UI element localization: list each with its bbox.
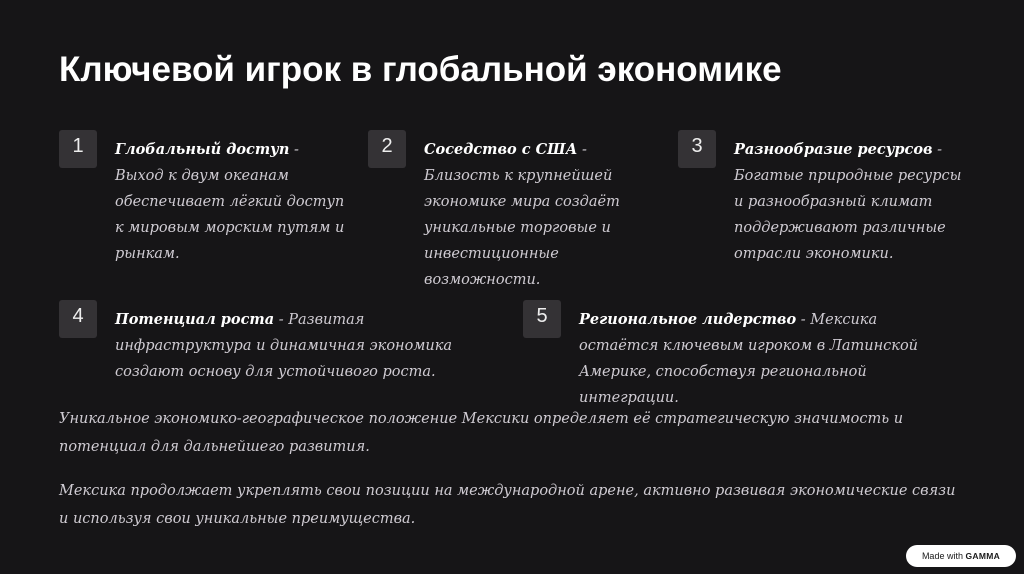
item-body: Близость к крупнейшей экономике мира создаёт уникальные торговые и инвестиционные возможности.: [424, 168, 620, 288]
item-text: [579, 307, 959, 411]
item-heading: Потенциал роста: [115, 311, 275, 328]
item-separator: -: [577, 142, 587, 158]
item-text: [734, 137, 972, 267]
number-badge: 4: [59, 300, 97, 338]
item-body: Богатые природные ресурсы и разнообразный климат поддерживают различные отрасли экономики.: [734, 168, 962, 262]
gamma-logo: GAMMA: [965, 551, 1001, 561]
item-text: [424, 137, 660, 293]
item-heading: Разнообразие ресурсов: [734, 141, 933, 158]
item-heading: Соседство с США: [424, 141, 578, 158]
item-heading: Региональное лидерство: [579, 311, 797, 328]
list-item-growth-potential: [59, 300, 499, 390]
item-body: Выход к двум океанам обеспечивает лёгкий доступ к мировым морским путям и рынкам.: [115, 168, 345, 262]
item-separator: -: [289, 142, 299, 158]
item-separator: -: [932, 142, 943, 158]
item-separator: -: [274, 312, 289, 328]
item-text: [115, 307, 495, 385]
number-badge: 1: [59, 130, 97, 168]
summary-paragraph: Уникальное экономико-географическое положение Мексики определяет её стратегическую значимость и потенциал для дальнейшего развития.: [59, 411, 904, 455]
item-body: Мексика остаётся ключевым игроком в Латинской Америке, способствуя региональной интеграции.: [579, 312, 919, 406]
made-with-gamma-badge[interactable]: [906, 545, 1016, 567]
list-item-us-neighbor: [368, 130, 668, 288]
number-badge: 3: [678, 130, 716, 168]
number-badge: 5: [523, 300, 561, 338]
number-badge: 2: [368, 130, 406, 168]
page-title: Ключевой игрок в глобальной экономике: [59, 50, 782, 89]
badge-prefix: Made with: [921, 551, 963, 561]
conclusion-paragraph: Мексика продолжает укреплять свои позиции на международной арене, активно развивая экономические связи и используя свои уникальные преимущества.: [59, 483, 956, 527]
item-text: [115, 137, 347, 267]
item-heading: Глобальный доступ: [115, 141, 290, 158]
item-body: Развитая инфраструктура и динамичная экономика создают основу для устойчивого роста.: [115, 312, 452, 380]
list-item-regional-leadership: [523, 300, 963, 406]
list-item-resource-diversity: [678, 130, 978, 270]
list-item-global-access: [59, 130, 349, 270]
item-separator: -: [796, 312, 811, 328]
